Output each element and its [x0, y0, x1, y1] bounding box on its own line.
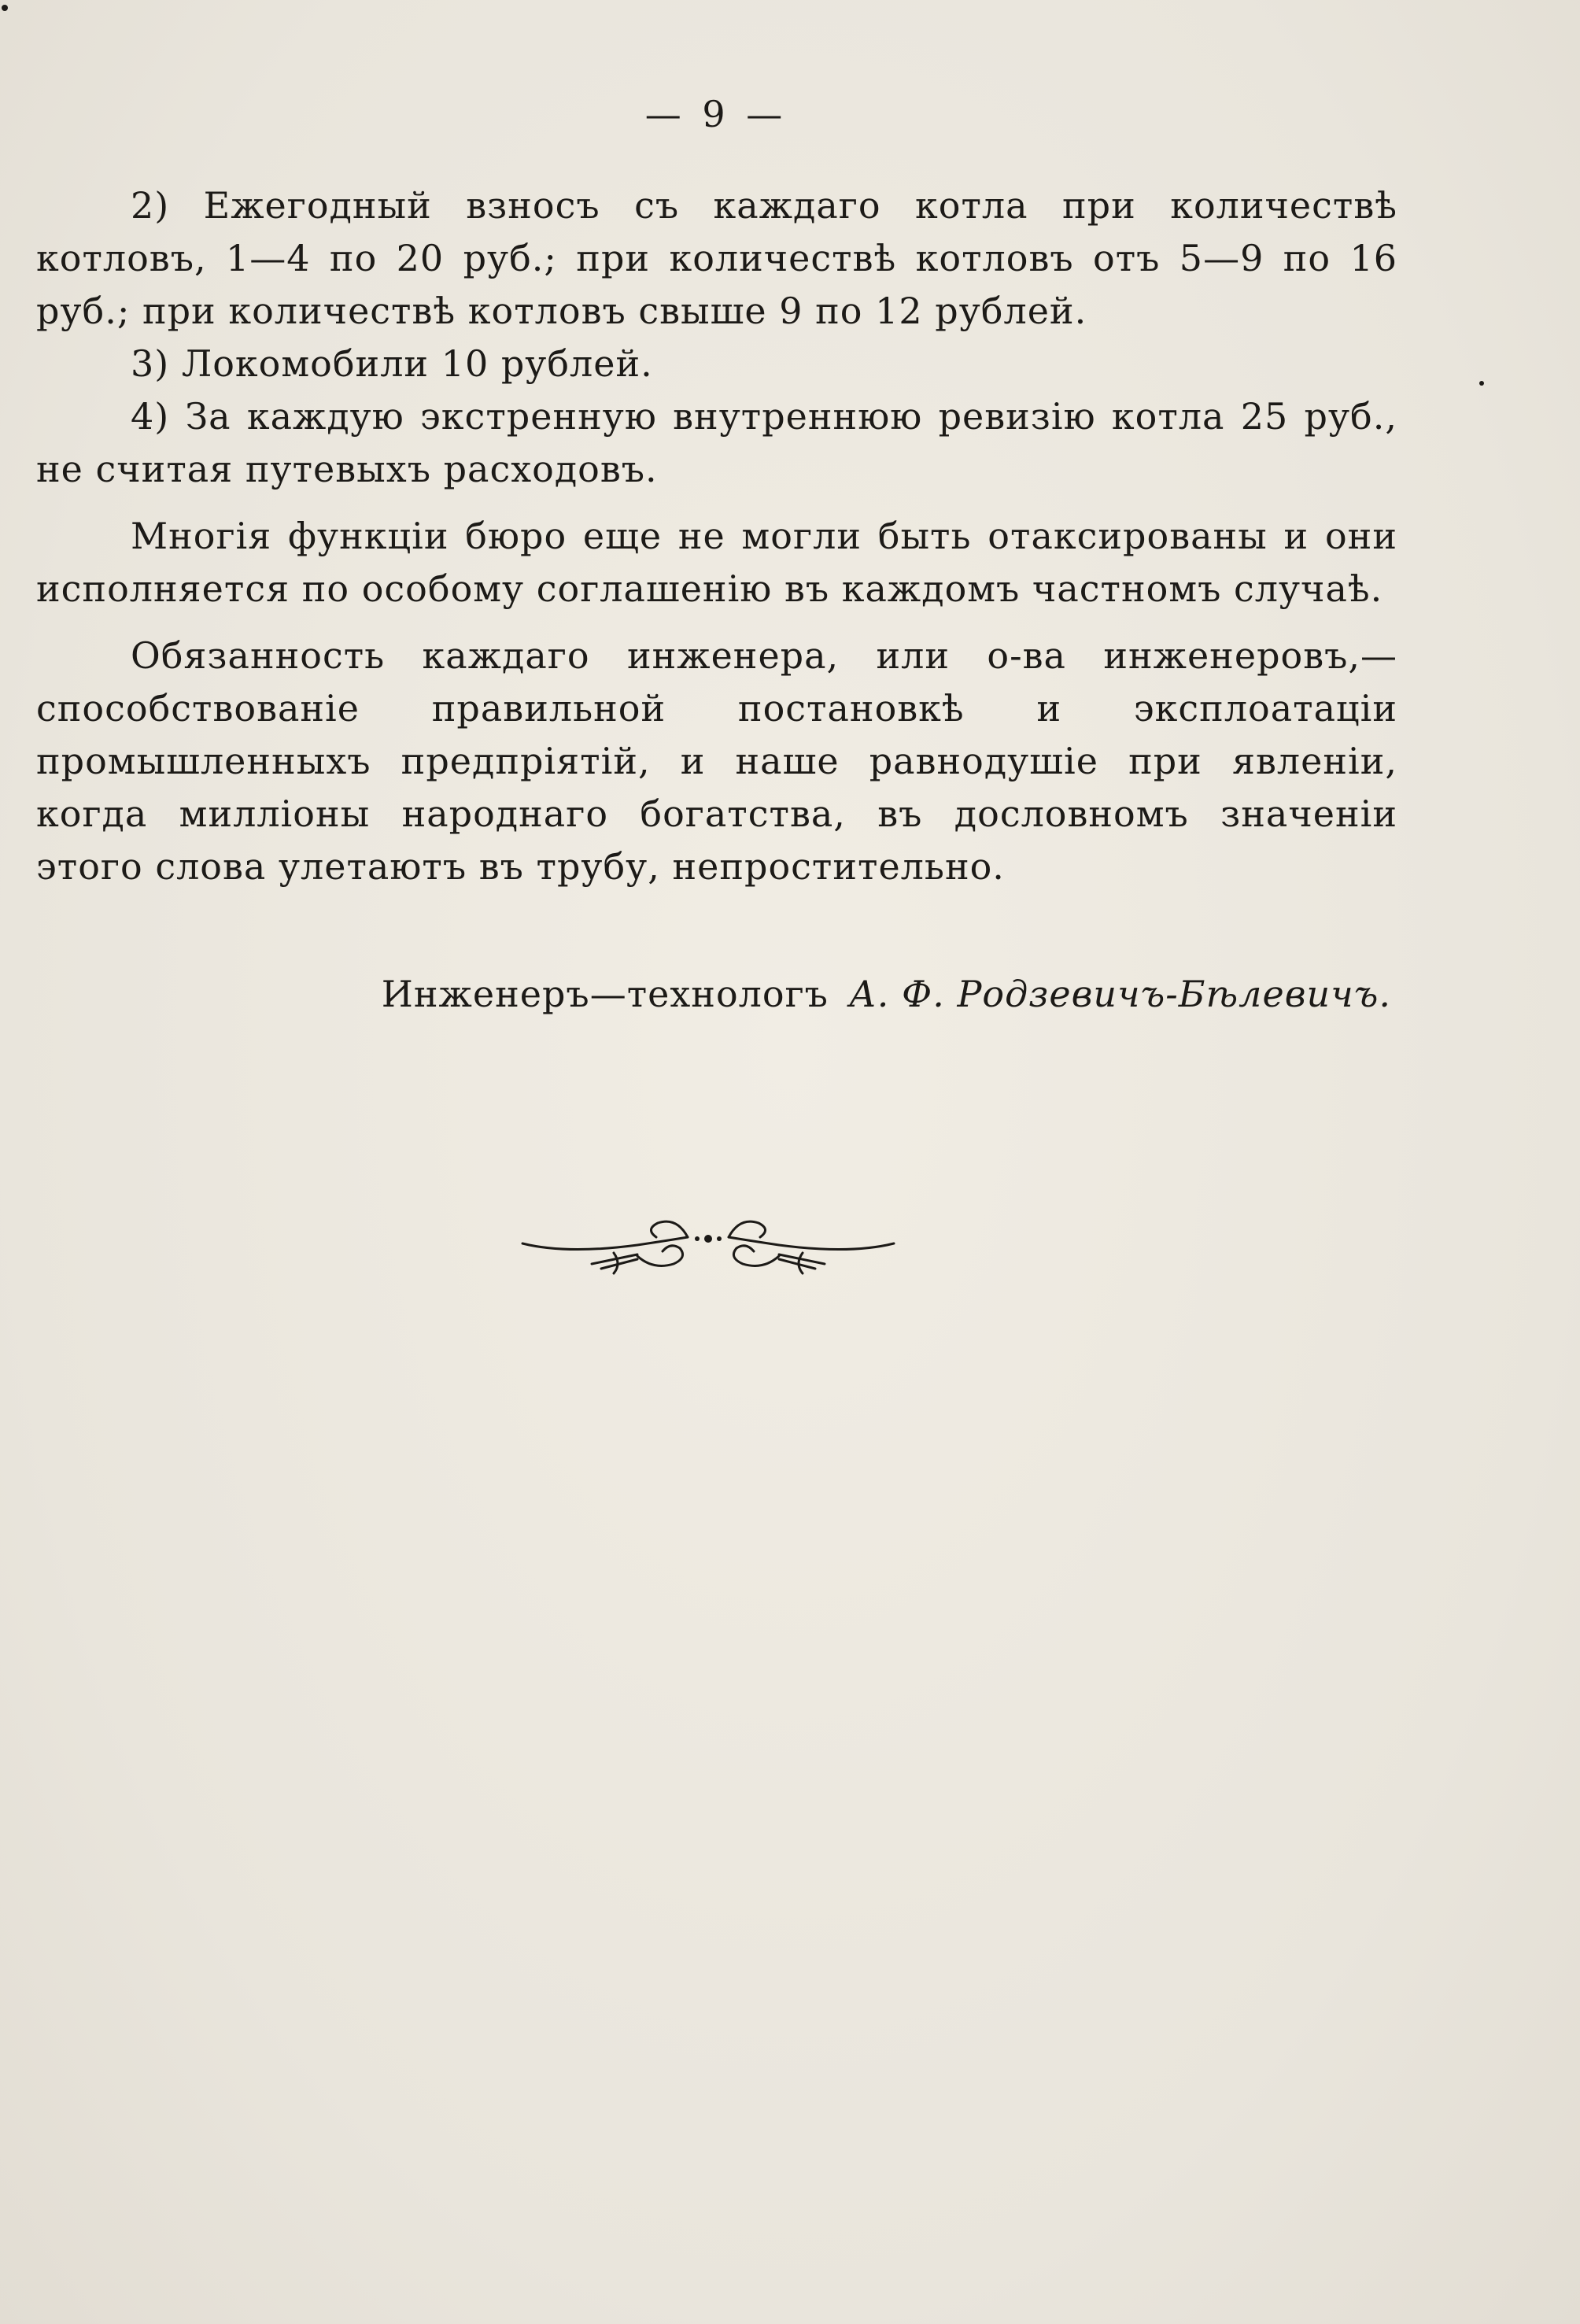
paragraph-bureau-functions: Многія функціи бюро еще не могли быть отаксированы и они исполняется по особому соглашенію въ каждомъ частномъ случаѣ. — [36, 515, 1397, 610]
signature-author: А. Ф. Родзевичъ-Бѣлевичъ. — [848, 973, 1391, 1015]
paragraph-locomobiles: 3) Локомобили 10 рублей. — [131, 342, 653, 385]
paragraph-annual-fee: 2) Ежегодный взносъ съ каждаго котла при количествѣ котловъ, 1—4 по 20 руб.; при количествѣ котловъ отъ 5—9 по 16 руб.; при количествѣ котловъ свыше 9 по 12 рублей. — [36, 184, 1397, 332]
ornament-divider-icon — [519, 1209, 897, 1280]
signature — [382, 973, 1391, 1015]
signature-title: Инженеръ—технологъ — [381, 973, 829, 1015]
page-number: — 9 — — [644, 93, 788, 135]
paragraph-engineer-duty: Обязанность каждаго инженера, или о-ва инженеровъ,—способствованіе правильной постановкѣ и эксплоатаціи промышленныхъ предпріятій, и наше равнодушіе при явленіи, когда милліоны народнаго богатства, въ дословномъ значеніи этого слова улетаютъ въ трубу, непростительно. — [36, 634, 1397, 888]
paragraph-extra-revision: 4) За каждую экстренную внутреннюю ревизію котла 25 руб., не считая путевыхъ расходовъ. — [36, 395, 1397, 490]
ink-speck — [2, 5, 8, 11]
ink-speck — [1479, 381, 1484, 386]
body-text — [36, 179, 1397, 893]
